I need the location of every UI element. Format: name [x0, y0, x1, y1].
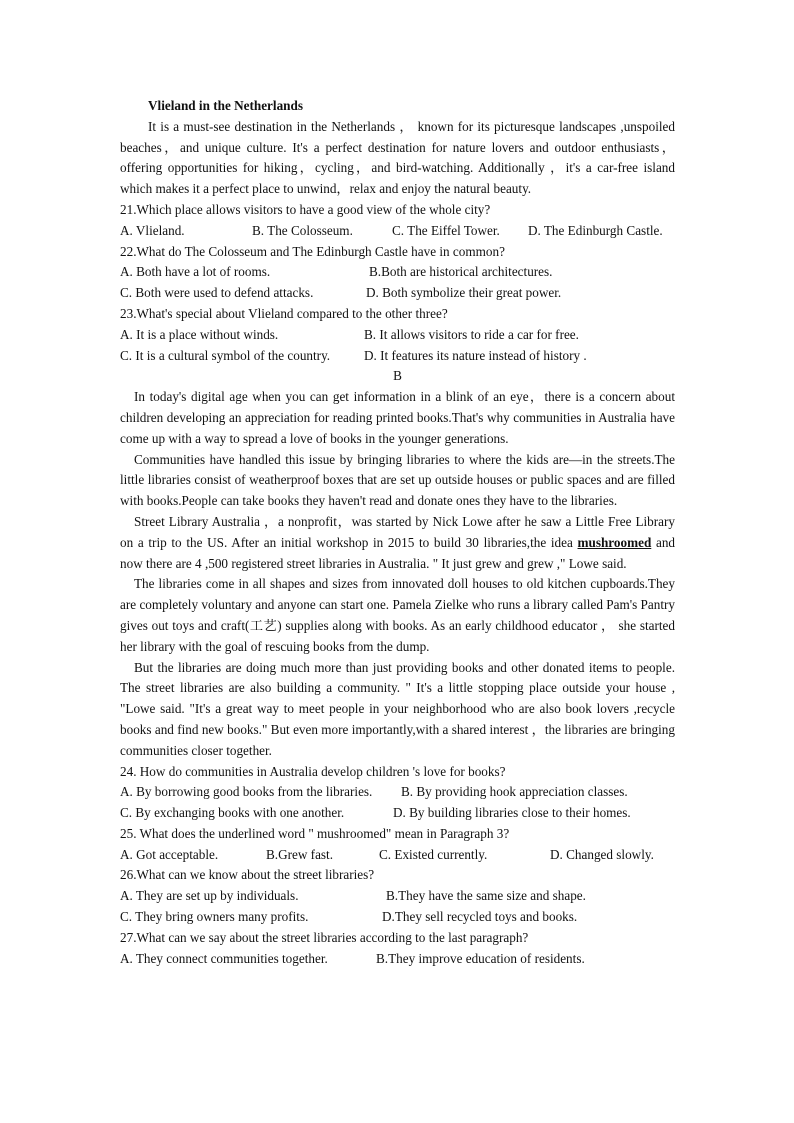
- section-b-paragraph-4: The libraries come in all shapes and sizes from innovated doll houses to old kitchen cupboards.They are completely voluntary and anyone can start one. Pamela Zielke who runs a library called Pam's Pantry gives out toys and craft(工艺) supplies along with books. As an early childhood educator ， she started her library with the goal of rescuing books from the dump.: [120, 576, 675, 654]
- option-22c: C. Both were used to defend attacks.: [120, 285, 314, 301]
- question-27: 27.What can we say about the street libraries according to the last paragraph?: [120, 929, 529, 945]
- option-23b: B. It allows visitors to ride a car for free.: [364, 326, 579, 342]
- question-26: 26.What can we know about the street libraries?: [120, 867, 375, 883]
- paragraph-3-text-end: and now there are 4 ,500 registered street libraries in Australia. " It just grew and grew ," Lowe said.: [120, 534, 676, 571]
- section-a-paragraph: It is a must-see destination in the Netherlands ， known for its picturesque landscapes ,unspoiled beaches，and unique culture. It's a perfect destination for nature lovers and outdoor enthusiasts，offering opportunities for hiking，cycling，and bird-watching. Additionally ，it's a car-free island which makes it a perfect place to unwind，relax and enjoy the natural beauty.: [120, 118, 675, 197]
- section-b-paragraph-3: [120, 512, 675, 574]
- underlined-word-mushroomed: mushroomed: [577, 534, 652, 550]
- option-21c: C. The Eiffel Tower.: [392, 222, 500, 238]
- option-23c: C. It is a cultural symbol of the country.: [120, 347, 331, 363]
- option-25b: B.Grew fast.: [266, 846, 334, 862]
- question-24: 24. How do communities in Australia develop children 's love for books?: [120, 763, 506, 779]
- question-26-options-row2: [120, 907, 675, 928]
- question-26-options-row1: [120, 886, 675, 907]
- section-b-label: B: [393, 368, 402, 384]
- option-25c: C. Existed currently.: [379, 846, 488, 862]
- option-26c: C. They bring owners many profits.: [120, 909, 309, 925]
- option-21a: A. Vlieland.: [120, 222, 185, 238]
- question-21-options: [120, 221, 675, 242]
- question-22-options-row1: [120, 262, 675, 283]
- option-23a: A. It is a place without winds.: [120, 326, 279, 342]
- section-b-paragraph-5: But the libraries are doing much more than just providing books and other donated items to people. The street libraries are also building a community. " It's a little stopping place outside your house , "Lowe said. "It's a great way to meet people in your neighborhood who are also book lovers ,recycle books and find new books." But even more importantly,with a shared interest ，the libraries are bringing communities closer together.: [120, 659, 675, 758]
- section-b-paragraph-1: In today's digital age when you can get information in a blink of an eye，there is a concern about children developing an appreciation for reading printed books.That's why communities in Australia have come up with a way to spread a love of books in the younger generations.: [120, 389, 675, 446]
- option-27b: B.They improve education of residents.: [376, 950, 585, 966]
- option-25a: A. Got acceptable.: [120, 846, 219, 862]
- section-a-title: Vlieland in the Netherlands: [148, 98, 303, 113]
- question-23-options-row1: [120, 325, 675, 346]
- question-24-options-row2: [120, 803, 675, 824]
- option-26d: D.They sell recycled toys and books.: [382, 909, 578, 925]
- option-21b: B. The Colosseum.: [252, 222, 353, 238]
- question-27-options-row1: [120, 949, 675, 970]
- option-27a: A. They connect communities together.: [120, 950, 328, 966]
- question-25: 25. What does the underlined word " mushroomed" mean in Paragraph 3?: [120, 825, 510, 841]
- option-22d: D. Both symbolize their great power.: [366, 285, 562, 301]
- option-21d: D. The Edinburgh Castle.: [528, 222, 663, 238]
- option-25d: D. Changed slowly.: [550, 846, 654, 862]
- option-23d: D. It features its nature instead of history .: [364, 347, 587, 363]
- question-24-options-row1: [120, 782, 675, 803]
- question-23: 23.What's special about Vlieland compared to the other three?: [120, 305, 448, 321]
- option-24a: A. By borrowing good books from the libraries.: [120, 784, 373, 800]
- option-24b: B. By providing hook appreciation classes.: [401, 784, 628, 800]
- option-22a: A. Both have a lot of rooms.: [120, 264, 271, 280]
- option-26b: B.They have the same size and shape.: [386, 888, 586, 904]
- question-22: 22.What do The Colosseum and The Edinburgh Castle have in common?: [120, 243, 505, 259]
- question-25-options: [120, 845, 675, 866]
- option-24d: D. By building libraries close to their homes.: [393, 805, 631, 821]
- question-23-options-row2: [120, 346, 675, 367]
- option-24c: C. By exchanging books with one another.: [120, 805, 345, 821]
- option-22b: B.Both are historical architectures.: [369, 264, 553, 280]
- question-21: 21.Which place allows visitors to have a good view of the whole city?: [120, 201, 491, 217]
- question-22-options-row2: [120, 283, 675, 304]
- section-b-paragraph-2: Communities have handled this issue by bringing libraries to where the kids are—in the streets.The little libraries consist of weatherproof boxes that are set up outside houses or public spaces and are filled with books.People can take books they haven't read and donate ones they have to the libraries.: [120, 451, 675, 509]
- paragraph-3-text-start: Street Library Australia ，a nonprofit，was started by Nick Lowe after he saw a Little Free Library on a trip to the US. After an initial workshop in 2015 to build 30 libraries,the idea: [120, 513, 675, 550]
- document-page: [120, 96, 675, 969]
- option-26a: A. They are set up by individuals.: [120, 888, 299, 904]
